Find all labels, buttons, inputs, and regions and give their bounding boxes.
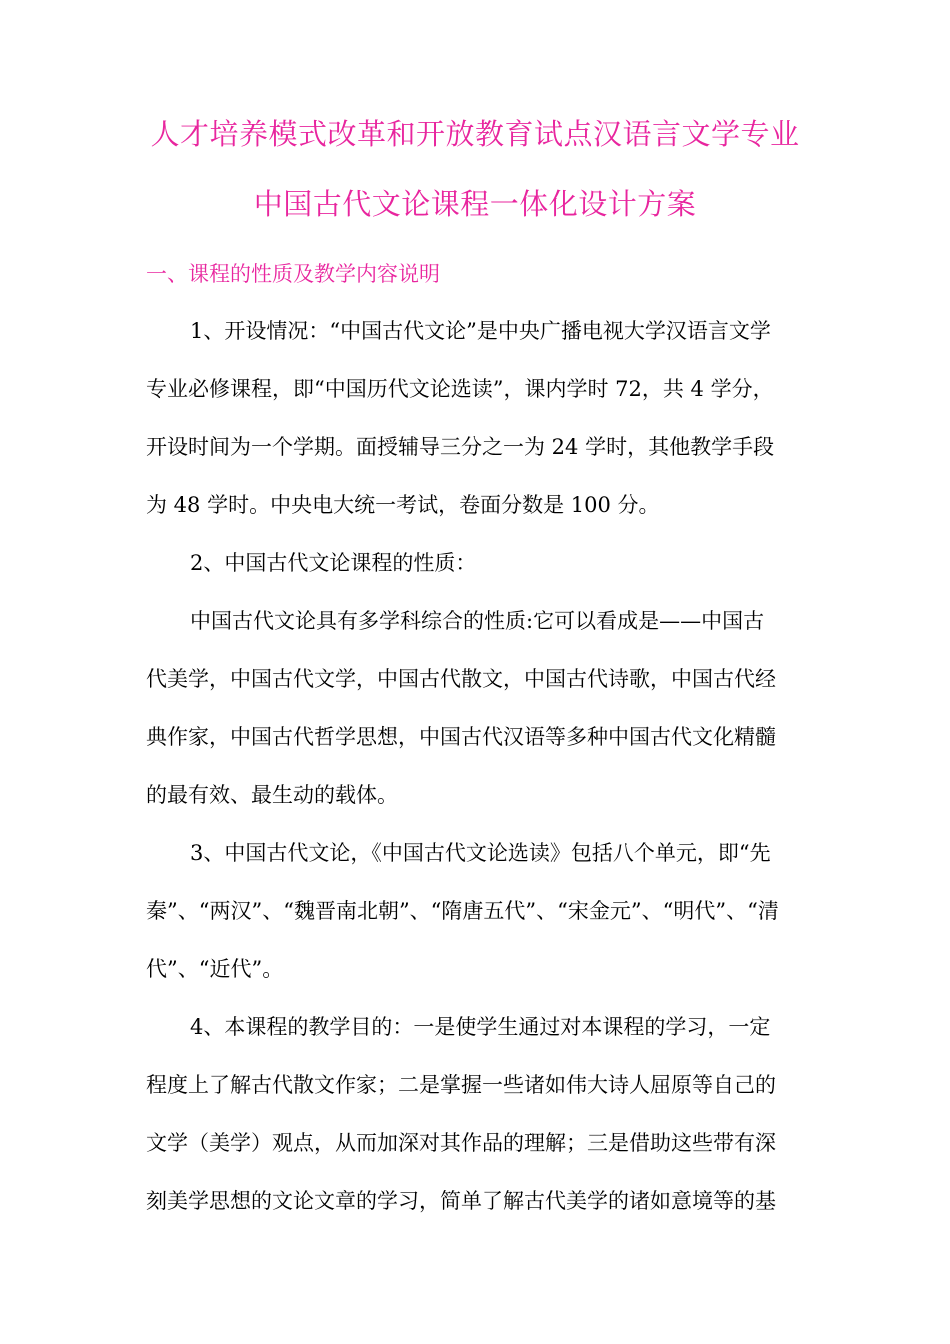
- document-title-line-1: 人才培养模式改革和开放教育试点汉语言文学专业: [150, 117, 800, 151]
- paragraph-1-line-1: 1、开设情况：“中国古代文论”是中央广播电视大学汉语言文学: [190, 319, 771, 343]
- document-title-line-2: 中国古代文论课程一体化设计方案: [253, 187, 697, 221]
- paragraph-1-line-2: 专业必修课程，即“中国历代文论选读”，课内学时 72，共 4 学分，: [146, 377, 774, 401]
- paragraph-5-line-4: 刻美学思想的文论文章的学习，简单了解古代美学的诸如意境等的基: [146, 1189, 776, 1213]
- paragraph-3-line-4: 的最有效、最生动的载体。: [146, 783, 398, 807]
- paragraph-5-line-2: 程度上了解古代散文作家；二是掌握一些诸如伟大诗人屈原等自己的: [146, 1073, 776, 1097]
- paragraph-4-line-1: 3、中国古代文论，《中国古代文论选读》包括八个单元，即“先: [190, 841, 771, 865]
- paragraph-3-line-1: 中国古代文论具有多学科综合的性质:它可以看成是——中国古: [190, 609, 765, 633]
- paragraph-3-line-2: 代美学，中国古代文学，中国古代散文，中国古代诗歌，中国古代经: [146, 667, 776, 691]
- paragraph-4-line-2: 秦”、“两汉”、“魏晋南北朝”、“隋唐五代”、“宋金元”、“明代”、“清: [146, 899, 779, 923]
- paragraph-2-line-1: 2、中国古代文论课程的性质：: [190, 551, 477, 575]
- paragraph-3-line-3: 典作家，中国古代哲学思想，中国古代汉语等多种中国古代文化精髓: [146, 725, 776, 749]
- paragraph-1-line-3: 开设时间为一个学期。面授辅导三分之一为 24 学时，其他教学手段: [146, 435, 775, 459]
- paragraph-5-line-1: 4、本课程的教学目的：一是使学生通过对本课程的学习，一定: [190, 1015, 771, 1039]
- paragraph-5-line-3: 文学（美学）观点，从而加深对其作品的理解；三是借助这些带有深: [146, 1131, 776, 1155]
- paragraph-4-line-3: 代”、“近代”。: [146, 957, 284, 981]
- section-heading: 一、课程的性质及教学内容说明: [146, 262, 440, 286]
- paragraph-1-line-4: 为 48 学时。中央电大统一考试，卷面分数是 100 分。: [146, 493, 660, 517]
